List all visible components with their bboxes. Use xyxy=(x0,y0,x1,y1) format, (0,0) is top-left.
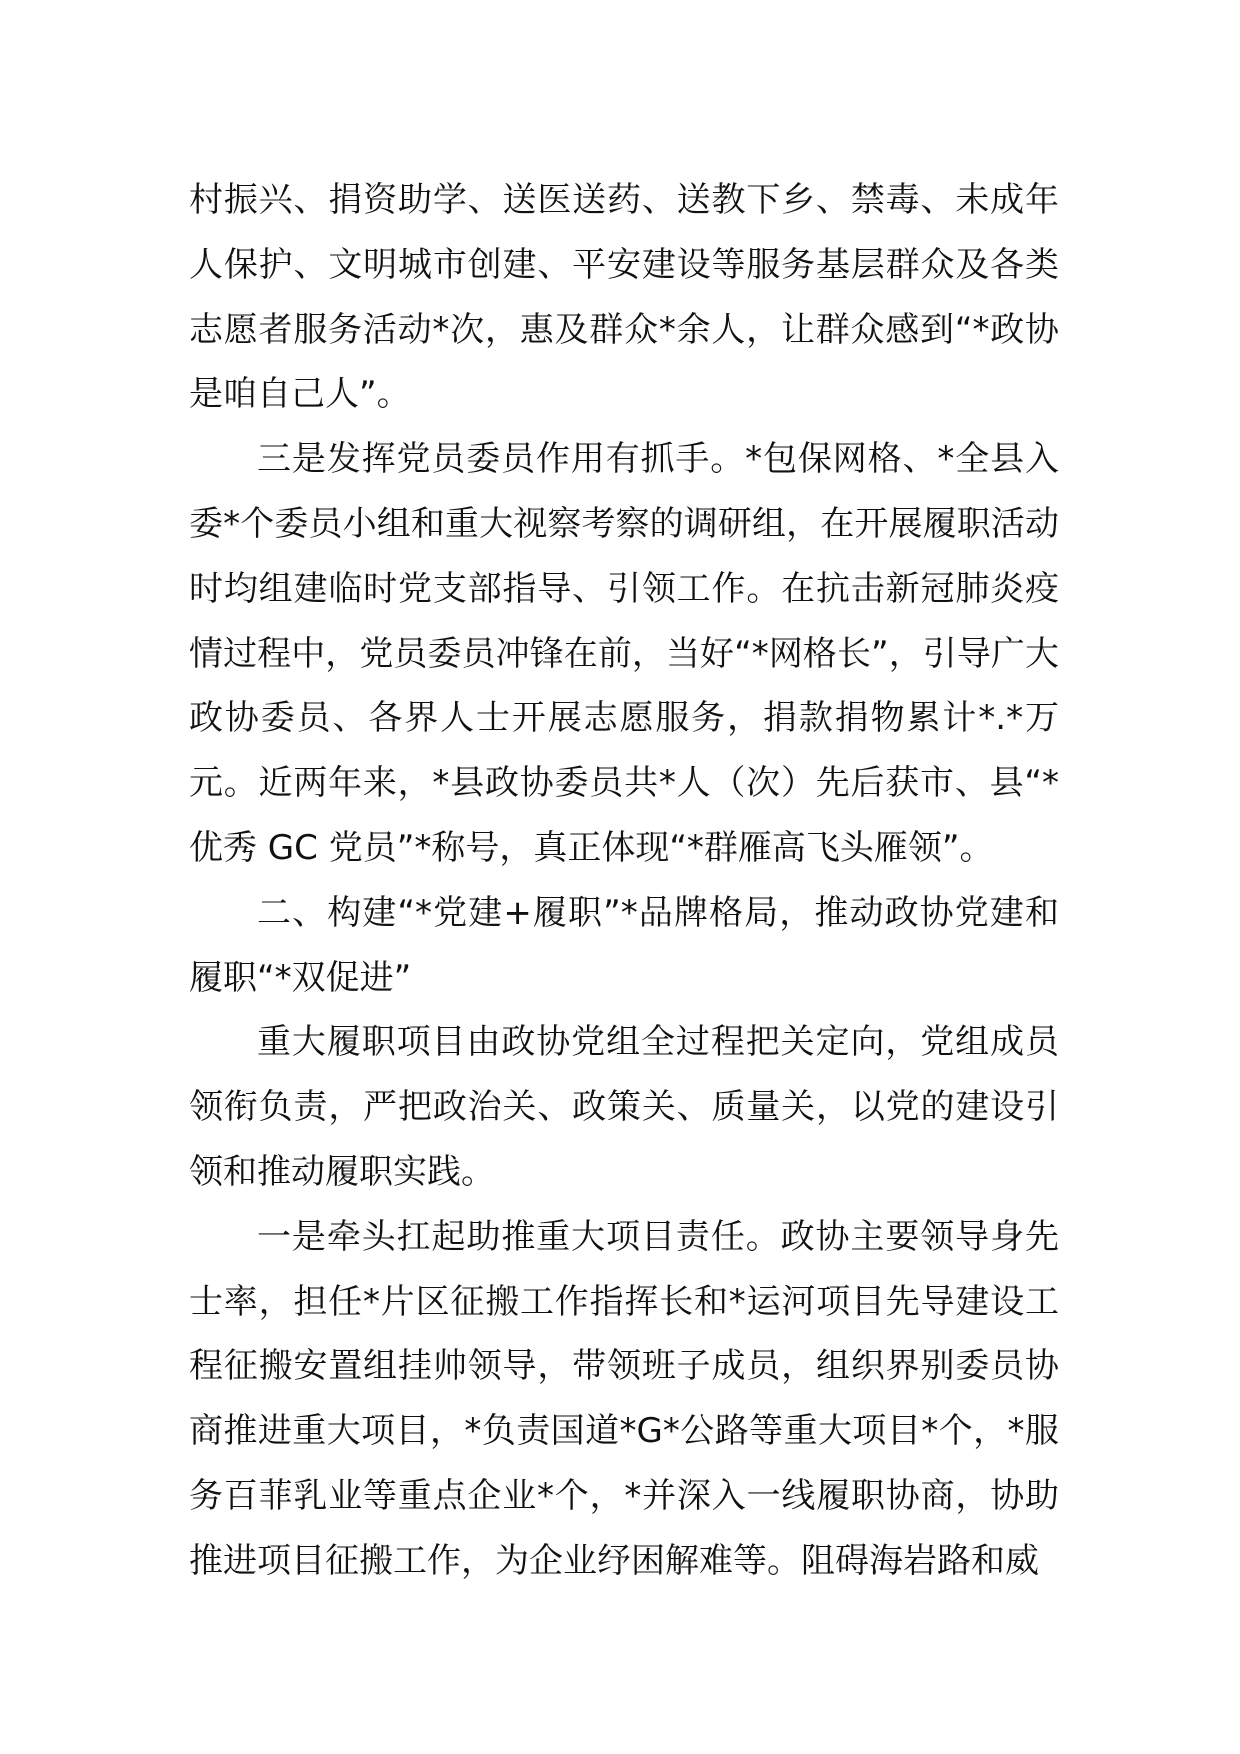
section-heading: 二、构建“*党建+履职”*品牌格局，推动政协党建和履职“*双促进” xyxy=(189,892,1059,998)
paragraph-3: 重大履职项目由政协党组全过程把关定向，党组成员领衔负责，严把政治关、政策关、质量关，以党的建设引领和推动履职实践。 xyxy=(189,1022,1059,1192)
document-body xyxy=(189,168,1059,1594)
paragraph-2: 三是发挥党员委员作用有抓手。*包保网格、*全县入委*个委员小组和重大视察考察的调研组，在开展履职活动时均组建临时党支部指导、引领工作。在抗击新冠肺炎疫情过程中，党员委员冲锋在前，当好“*网格长”，引导广大政协委员、各界人士开展志愿服务，捐款捐物累计*.*万元。近两年来，*县政协委员共*人（次）先后获市、县“*优秀 GC 党员”*称号，真正体现“*群雁高飞头雁领”。 xyxy=(189,439,1059,868)
paragraph-4: 一是牵头扛起助推重大项目责任。政协主要领导身先士率，担任*片区征搬工作指挥长和*运河项目先导建设工程征搬安置组挂帅领导，带领班子成员，组织界别委员协商推进重大项目，*负责国道*G*公路等重大项目*个，*服务百菲乳业等重点企业*个，*并深入一线履职协商，协助推进项目征搬工作，为企业纾困解难等。阻碍海岩路和威 xyxy=(189,1216,1059,1581)
paragraph-1: 村振兴、捐资助学、送医送药、送教下乡、禁毒、未成年人保护、文明城市创建、平安建设等服务基层群众及各类志愿者服务活动*次，惠及群众*余人，让群众感到“*政协是咱自己人”。 xyxy=(189,180,1059,415)
